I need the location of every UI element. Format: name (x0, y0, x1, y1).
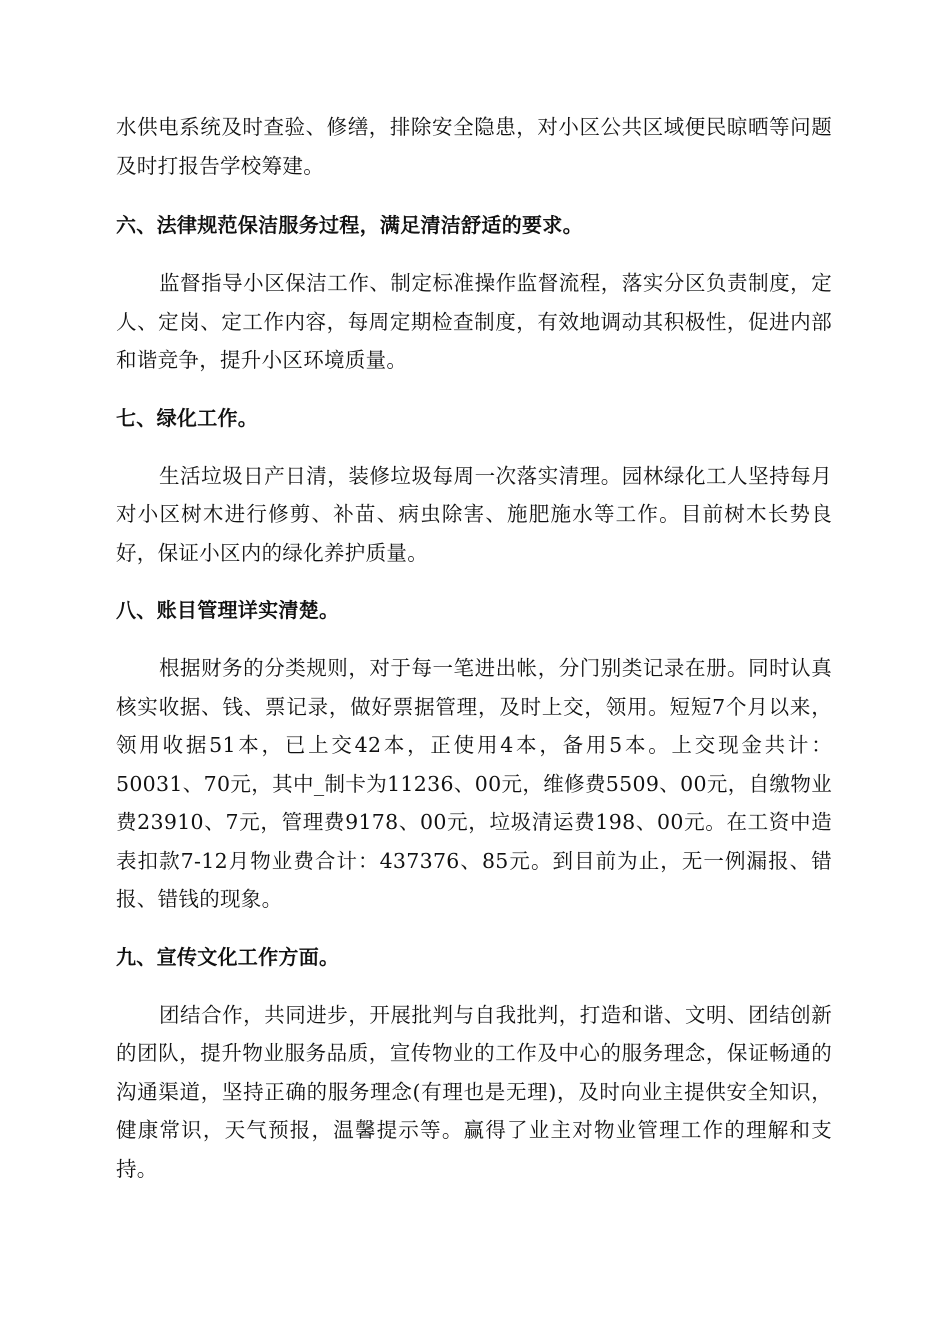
section-heading-9: 九、宣传文化工作方面。 (116, 944, 340, 969)
document-page (116, 108, 832, 1188)
section-heading-6: 六、法律规范保洁服务过程，满足清洁舒适的要求。 (116, 213, 583, 237)
section-body-6: 监督指导小区保洁工作、制定标准操作监督流程，落实分区负责制度，定人、定岗、定工作内容，每周定期检查制度，有效地调动其积极性，促进内部和谐竞争，提升小区环境质量。 (116, 271, 832, 372)
section-body-7: 生活垃圾日产日清，装修垃圾每周一次落实清理。园林绿化工人坚持每月对小区树木进行修剪、补苗、病虫除害、施肥施水等工作。目前树木长势良好，保证小区内的绿化养护质量。 (116, 463, 832, 565)
section-heading-7: 七、绿化工作。 (116, 405, 259, 430)
continuation-paragraph: 水供电系统及时查验、修缮，排除安全隐患，对小区公共区域便民晾晒等问题及时打报告学校筹建。 (116, 115, 832, 178)
section-body-8: 根据财务的分类规则，对于每一笔进出帐，分门别类记录在册。同时认真核实收据、钱、票记录，做好票据管理，及时上交，领用。短短7个月以来，领用收据51本，已上交42本，正使用4本，备用5本。上交现金共计：50031、70元，其中_制卡为11236、00元，维修费5509、00元，自缴物业费23910、7元，管理费9178、00元，垃圾清运费198、00元。在工资中造表扣款7-12月物业费合计：437376、85元。到目前为止，无一例漏报、错报、错钱的现象。 (116, 656, 832, 911)
section-heading-8: 八、账目管理详实清楚。 (116, 598, 340, 622)
section-body-9: 团结合作，共同进步，开展批判与自我批判，打造和谐、文明、团结创新的团队，提升物业服务品质，宣传物业的工作及中心的服务理念，保证畅通的沟通渠道，坚持正确的服务理念(有理也是无理)，及时向业主提供安全知识，健康常识，天气预报，温馨提示等。赢得了业主对物业管理工作的理解和支持。 (116, 1002, 832, 1181)
